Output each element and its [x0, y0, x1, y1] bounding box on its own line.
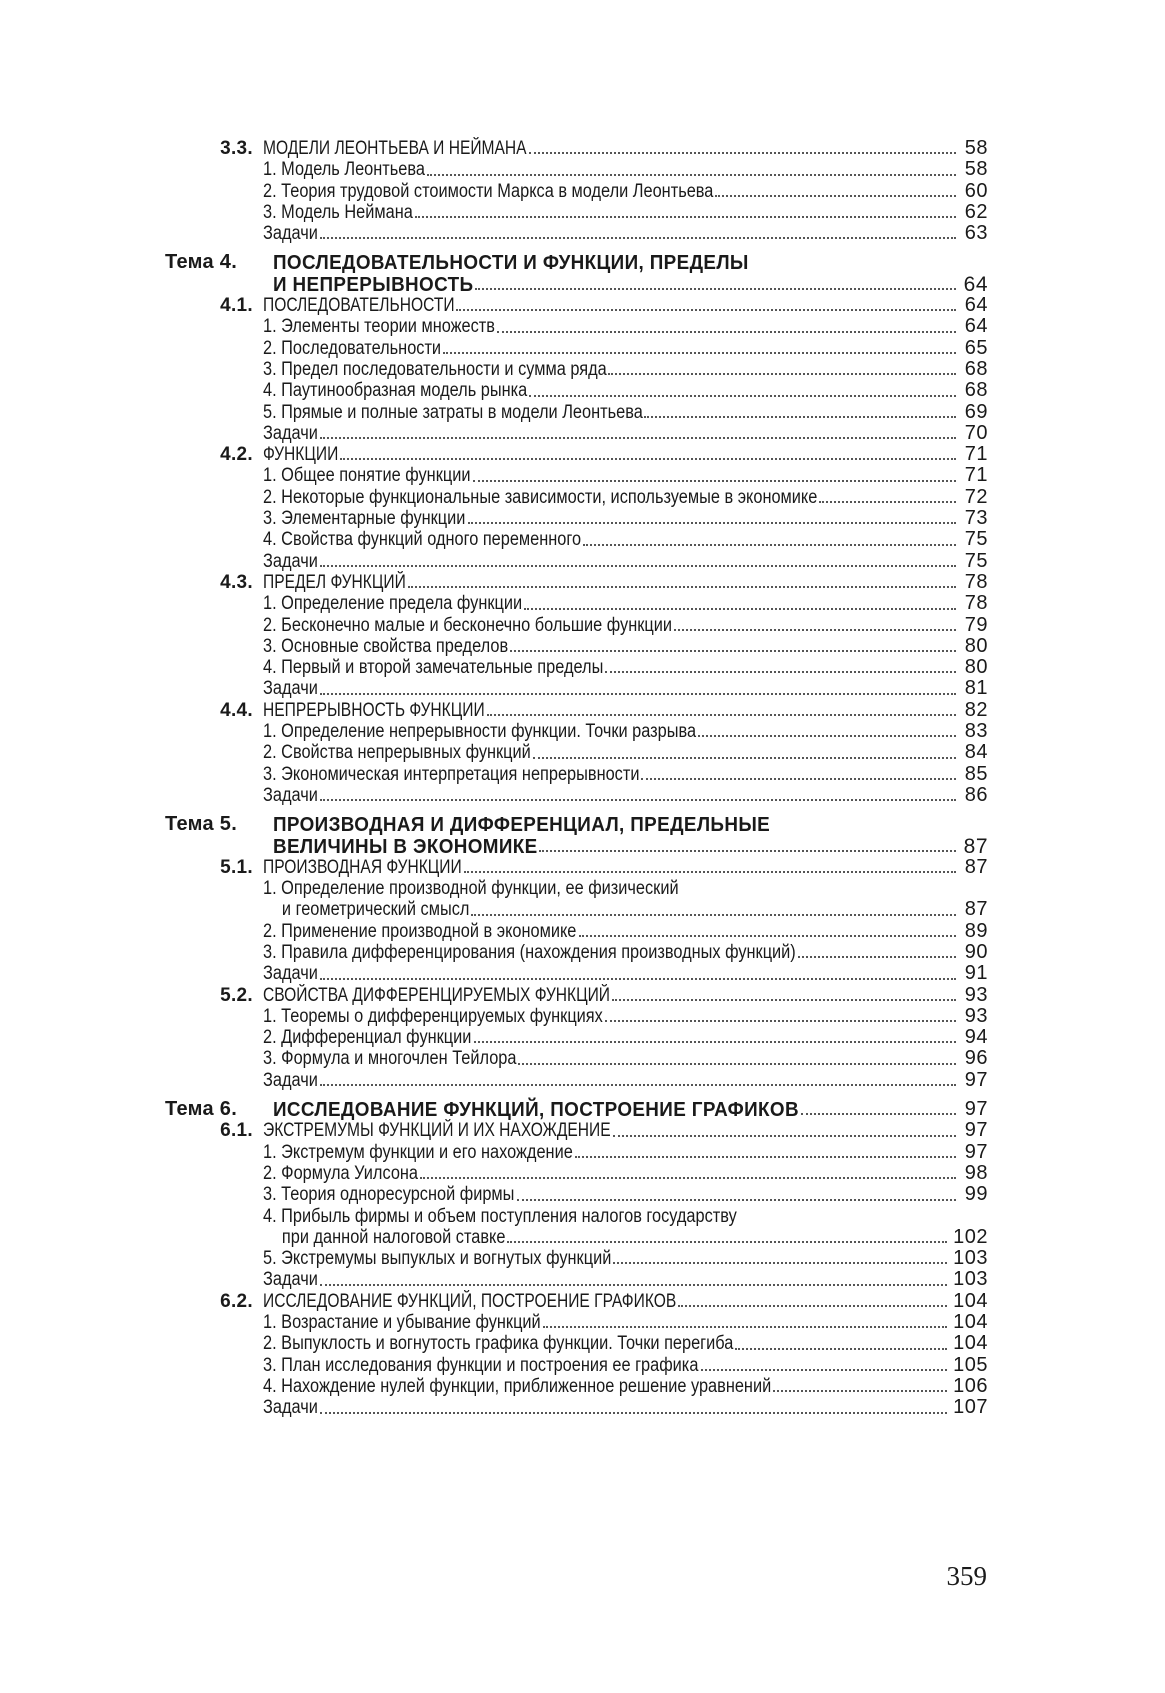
- toc-page-number: 71: [964, 443, 988, 466]
- toc-item[interactable]: [160, 1184, 988, 1205]
- toc-title: при данной налоговой ставке: [281, 1226, 506, 1248]
- toc-item[interactable]: [160, 1248, 988, 1269]
- toc-title: 3. Основные свойства пределов: [263, 635, 509, 657]
- toc-page-number: 93: [964, 1004, 988, 1027]
- toc-item[interactable]: [160, 942, 988, 963]
- toc-title: НЕПРЕРЫВНОСТЬ ФУНКЦИИ: [263, 699, 485, 721]
- toc-section[interactable]: [160, 295, 988, 316]
- toc-item[interactable]: [160, 742, 988, 763]
- toc-title: ИССЛЕДОВАНИЕ ФУНКЦИЙ, ПОСТРОЕНИЕ ГРАФИКОВ: [273, 1098, 799, 1122]
- toc-item[interactable]: [160, 338, 988, 359]
- toc-item[interactable]: [160, 223, 988, 244]
- toc-title: 2. Некоторые функциональные зависимости, используемые в экономике: [263, 486, 818, 508]
- toc-title: ВЕЛИЧИНЫ В ЭКОНОМИКЕ: [273, 834, 538, 858]
- dot-leader: [320, 1284, 947, 1286]
- toc-item[interactable]: [160, 1006, 988, 1027]
- toc-number: 6.1.: [220, 1120, 253, 1142]
- toc-page-number: 105: [953, 1353, 988, 1376]
- toc-item[interactable]: [160, 785, 988, 806]
- toc-title: Задачи: [263, 1397, 318, 1419]
- dot-leader: [517, 1199, 956, 1201]
- toc-page-number: 65: [964, 336, 988, 359]
- dot-leader: [678, 1305, 947, 1307]
- toc-page-number: 81: [964, 677, 988, 700]
- dot-leader: [320, 565, 956, 567]
- toc-page-number: 97: [964, 1098, 988, 1121]
- toc-title: 3. Предел последовательности и сумма ряда: [263, 358, 607, 380]
- dot-leader: [320, 1412, 947, 1414]
- toc-section[interactable]: [160, 985, 988, 1006]
- toc-page-number: 58: [964, 158, 988, 181]
- toc-item[interactable]: [160, 615, 988, 636]
- toc-item[interactable]: [160, 1048, 988, 1069]
- dot-leader: [529, 152, 956, 154]
- toc-title: ПРОИЗВОДНАЯ ФУНКЦИИ: [263, 856, 462, 878]
- toc-theme[interactable]: [160, 1099, 988, 1120]
- toc-theme[interactable]: [160, 814, 988, 835]
- toc-page-number: 91: [964, 962, 988, 985]
- toc-page-number: 84: [964, 741, 988, 764]
- toc-page-number: 103: [953, 1268, 988, 1291]
- toc-title: 1. Теоремы о дифференцируемых функциях: [263, 1005, 603, 1027]
- toc-item[interactable]: [160, 380, 988, 401]
- dot-leader: [641, 778, 956, 780]
- toc-page-number: 93: [964, 983, 988, 1006]
- toc-page-number: 104: [953, 1332, 988, 1355]
- toc-title: 1. Определение предела функции: [263, 593, 523, 615]
- toc-title: ПОСЛЕДОВАТЕЛЬНОСТИ И ФУНКЦИИ, ПРЕДЕЛЫ: [273, 251, 749, 275]
- toc-item[interactable]: [160, 1163, 988, 1184]
- toc-page-number: 104: [953, 1289, 988, 1312]
- toc-page-number: 82: [964, 698, 988, 721]
- toc-title: 4. Нахождение нулей функции, приближенное решение уравнений: [263, 1375, 772, 1397]
- toc-title: 2. Дифференциал функции: [263, 1027, 472, 1049]
- toc-item[interactable]: [160, 593, 988, 614]
- toc-title: 1. Элементы теории множеств: [263, 316, 495, 338]
- toc-title: ПРОИЗВОДНАЯ И ДИФФЕРЕНЦИАЛ, ПРЕДЕЛЬНЫЕ: [273, 813, 771, 837]
- toc-item[interactable]: [160, 159, 988, 180]
- toc-item[interactable]: [160, 921, 988, 942]
- toc-item[interactable]: [160, 202, 988, 223]
- toc-page-number: 78: [964, 570, 988, 593]
- toc-page-number: 73: [964, 507, 988, 530]
- toc-item[interactable]: [160, 465, 988, 486]
- toc-page-number: 86: [964, 783, 988, 806]
- toc-number: Тема 6.: [165, 1098, 238, 1121]
- toc-page-number: 89: [964, 919, 988, 942]
- toc-title: Задачи: [263, 1269, 318, 1291]
- toc-title: 2. Применение производной в экономике: [263, 920, 577, 942]
- dot-leader: [468, 522, 956, 524]
- toc-title: ЭКСТРЕМУМЫ ФУНКЦИЙ И ИХ НАХОЖДЕНИЕ: [263, 1120, 611, 1142]
- toc-item[interactable]: [160, 1355, 988, 1376]
- toc-page-number: 87: [964, 855, 988, 878]
- toc-item[interactable]: [160, 1397, 988, 1418]
- toc-page-number: 72: [964, 485, 988, 508]
- dot-leader: [605, 671, 956, 673]
- toc-page-number: 71: [964, 464, 988, 487]
- toc-title: 5. Прямые и полные затраты в модели Леонтьева: [263, 401, 643, 423]
- toc-item[interactable]: [160, 1142, 988, 1163]
- toc-page-number: 79: [964, 613, 988, 636]
- dot-leader: [420, 1177, 956, 1179]
- toc-title: ФУНКЦИИ: [263, 444, 339, 466]
- toc-page-number: 99: [964, 1183, 988, 1206]
- toc-page-number: 97: [964, 1068, 988, 1091]
- toc-page-number: 83: [964, 720, 988, 743]
- toc-page-number: 104: [953, 1311, 988, 1334]
- toc-number: 3.3.: [220, 138, 253, 159]
- dot-leader: [340, 458, 956, 460]
- dot-leader: [475, 288, 956, 290]
- dot-leader: [773, 1390, 947, 1392]
- toc-item[interactable]: [160, 359, 988, 380]
- dot-leader: [613, 1262, 947, 1264]
- dot-leader: [415, 216, 956, 218]
- toc-page-number: 64: [963, 272, 988, 296]
- toc-item[interactable]: [160, 551, 988, 572]
- dot-leader: [427, 174, 956, 176]
- toc-number: Тема 5.: [165, 813, 238, 836]
- toc-item[interactable]: [160, 487, 988, 508]
- toc-page-number: 106: [953, 1374, 988, 1397]
- toc-number: 4.3.: [220, 571, 253, 593]
- toc-page-number: 78: [964, 592, 988, 615]
- toc-title: 2. Теория трудовой стоимости Маркса в модели Леонтьева: [263, 180, 714, 202]
- toc-item[interactable]: [160, 678, 988, 699]
- toc-title: 3. Теория одноресурсной фирмы: [263, 1184, 515, 1206]
- dot-leader: [464, 871, 956, 873]
- toc-page-number: 62: [964, 200, 988, 223]
- toc-page-number: 64: [964, 315, 988, 338]
- toc-section[interactable]: [160, 1120, 988, 1141]
- toc-number: 6.2.: [220, 1290, 253, 1312]
- toc-title: 5. Экстремумы выпуклых и вогнутых функций: [263, 1248, 612, 1270]
- toc-item[interactable]: [160, 1312, 988, 1333]
- dot-leader: [443, 352, 956, 354]
- table-of-contents: [160, 138, 988, 1419]
- toc-title: Задачи: [263, 550, 318, 572]
- dot-leader: [524, 608, 956, 610]
- dot-leader: [801, 1113, 956, 1115]
- toc-page-number: 96: [964, 1047, 988, 1070]
- toc-page-number: 97: [964, 1140, 988, 1163]
- dot-leader: [529, 395, 956, 397]
- toc-page-number: 85: [964, 762, 988, 785]
- toc-title: И НЕПРЕРЫВНОСТЬ: [273, 272, 474, 296]
- dot-leader: [456, 309, 956, 311]
- page-number: 359: [946, 1561, 987, 1591]
- toc-title: 2. Последовательности: [263, 337, 442, 359]
- toc-title: СВОЙСТВА ДИФФЕРЕНЦИРУЕМЫХ ФУНКЦИЙ: [263, 984, 611, 1006]
- dot-leader: [539, 850, 956, 852]
- toc-number: 4.2.: [220, 444, 253, 466]
- dot-leader: [320, 1084, 956, 1086]
- toc-theme-continuation[interactable]: [160, 274, 988, 295]
- toc-page-number: 63: [964, 222, 988, 245]
- toc-title: 1. Экстремум функции и его нахождение: [263, 1141, 573, 1163]
- toc-page-number: 87: [963, 834, 988, 858]
- dot-leader: [798, 956, 956, 958]
- toc-title: 1. Определение производной функции, ее физический: [263, 878, 679, 900]
- dot-leader: [613, 1135, 956, 1137]
- toc-page-number: 60: [964, 179, 988, 202]
- toc-title: 3. Правила дифференцирования (нахождения производных функций): [263, 941, 796, 963]
- dot-leader: [510, 650, 956, 652]
- toc-title: 2. Выпуклость и вогнутость графика функции. Точки перегиба: [263, 1333, 734, 1355]
- toc-title: 2. Бесконечно малые и бесконечно большие функции: [263, 614, 672, 636]
- dot-leader: [487, 714, 956, 716]
- dot-leader: [320, 799, 956, 801]
- dot-leader: [701, 1369, 947, 1371]
- toc-title: 3. Формула и многочлен Тейлора: [263, 1048, 517, 1070]
- toc-title: 1. Общее понятие функции: [263, 465, 471, 487]
- dot-leader: [474, 1041, 956, 1043]
- toc-item[interactable]: [160, 423, 988, 444]
- toc-section[interactable]: [160, 138, 988, 159]
- toc-number: 5.2.: [220, 984, 253, 1006]
- toc-item-continuation[interactable]: [160, 1227, 988, 1248]
- toc-title: 3. Элементарные функции: [263, 508, 466, 530]
- dot-leader: [471, 914, 956, 916]
- dot-leader: [644, 416, 956, 418]
- toc-page-number: 64: [964, 294, 988, 317]
- dot-leader: [735, 1348, 947, 1350]
- toc-page-number: 94: [964, 1026, 988, 1049]
- dot-leader: [575, 1156, 956, 1158]
- toc-theme-continuation[interactable]: [160, 836, 988, 857]
- dot-leader: [698, 735, 956, 737]
- toc-page-number: 58: [964, 137, 988, 159]
- toc-item[interactable]: [160, 636, 988, 657]
- toc-title: Задачи: [263, 678, 318, 700]
- dot-leader: [518, 1063, 956, 1065]
- toc-title: Задачи: [263, 223, 318, 245]
- toc-title: 2. Формула Уилсона: [263, 1162, 419, 1184]
- toc-item[interactable]: [160, 402, 988, 423]
- toc-theme[interactable]: [160, 252, 988, 273]
- toc-item[interactable]: [160, 1070, 988, 1091]
- toc-title: ПРЕДЕЛ ФУНКЦИЙ: [263, 571, 406, 593]
- toc-section[interactable]: [160, 700, 988, 721]
- toc-page-number: 75: [964, 549, 988, 572]
- dot-leader: [583, 544, 956, 546]
- dot-leader: [320, 237, 956, 239]
- toc-page-number: 90: [964, 940, 988, 963]
- dot-leader: [320, 437, 956, 439]
- dot-leader: [715, 195, 956, 197]
- toc-item[interactable]: [160, 657, 988, 678]
- toc-item-continuation[interactable]: [160, 899, 988, 920]
- dot-leader: [579, 935, 956, 937]
- toc-title: 3. Модель Неймана: [263, 201, 413, 223]
- toc-title: 1. Модель Леонтьева: [263, 159, 425, 181]
- dot-leader: [533, 757, 956, 759]
- dot-leader: [608, 373, 956, 375]
- toc-title: 4. Паутинообразная модель рынка: [263, 380, 528, 402]
- toc-item[interactable]: [160, 316, 988, 337]
- toc-title: 1. Возрастание и убывание функций: [263, 1312, 541, 1334]
- toc-item[interactable]: [160, 721, 988, 742]
- toc-page-number: 103: [953, 1247, 988, 1270]
- toc-title: 3. План исследования функции и построения ее графика: [263, 1354, 699, 1376]
- toc-title: 1. Определение непрерывности функции. Точки разрыва: [263, 721, 697, 743]
- toc-item[interactable]: [160, 963, 988, 984]
- dot-leader: [605, 1020, 956, 1022]
- toc-title: 2. Свойства непрерывных функций: [263, 742, 531, 764]
- dot-leader: [819, 501, 956, 503]
- toc-item[interactable]: [160, 181, 988, 202]
- toc-page-number: 80: [964, 634, 988, 657]
- dot-leader: [497, 331, 956, 333]
- toc-number: Тема 4.: [165, 251, 238, 274]
- dot-leader: [320, 978, 956, 980]
- toc-number: 4.1.: [220, 295, 253, 317]
- toc-title: МОДЕЛИ ЛЕОНТЬЕВА И НЕЙМАНА: [263, 138, 527, 159]
- dot-leader: [320, 693, 956, 695]
- toc-page-number: 98: [964, 1161, 988, 1184]
- dot-leader: [612, 999, 956, 1001]
- toc-page-number: 68: [964, 379, 988, 402]
- toc-page-number: 107: [953, 1396, 988, 1419]
- toc-title: Задачи: [263, 422, 318, 444]
- toc-title: Задачи: [263, 963, 318, 985]
- toc-page-number: 80: [964, 656, 988, 679]
- toc-title: 3. Экономическая интерпретация непрерывности: [263, 763, 640, 785]
- toc-item[interactable]: [160, 1027, 988, 1048]
- dot-leader: [507, 1241, 947, 1243]
- toc-title: и геометрический смысл: [281, 899, 470, 921]
- toc-item[interactable]: [160, 878, 988, 899]
- toc-page-number: 69: [964, 400, 988, 423]
- toc-page-number: 97: [964, 1119, 988, 1142]
- toc-number: 5.1.: [220, 856, 253, 878]
- toc-item[interactable]: [160, 1206, 988, 1227]
- toc-title: ПОСЛЕДОВАТЕЛЬНОСТИ: [263, 295, 455, 317]
- toc-page-number: 75: [964, 528, 988, 551]
- toc-item[interactable]: [160, 529, 988, 550]
- toc-number: 4.4.: [220, 699, 253, 721]
- dot-leader: [543, 1326, 948, 1328]
- toc-title: 4. Первый и второй замечательные пределы: [263, 657, 604, 679]
- toc-item[interactable]: [160, 764, 988, 785]
- toc-item[interactable]: [160, 508, 988, 529]
- toc-item[interactable]: [160, 1333, 988, 1354]
- toc-page-number: 68: [964, 357, 988, 380]
- toc-section[interactable]: [160, 857, 988, 878]
- toc-title: ИССЛЕДОВАНИЕ ФУНКЦИЙ, ПОСТРОЕНИЕ ГРАФИКОВ: [263, 1290, 677, 1312]
- toc-section[interactable]: [160, 444, 988, 465]
- dot-leader: [674, 629, 956, 631]
- toc-section[interactable]: [160, 1291, 988, 1312]
- dot-leader: [473, 480, 956, 482]
- toc-title: 4. Прибыль фирмы и объем поступления налогов государству: [263, 1205, 737, 1227]
- toc-page-number: 70: [964, 421, 988, 444]
- toc-title: 4. Свойства функций одного переменного: [263, 529, 582, 551]
- toc-title: Задачи: [263, 784, 318, 806]
- toc-page-number: 87: [964, 898, 988, 921]
- toc-item[interactable]: [160, 1376, 988, 1397]
- dot-leader: [408, 586, 956, 588]
- toc-section[interactable]: [160, 572, 988, 593]
- toc-item[interactable]: [160, 1269, 988, 1290]
- toc-page-number: 102: [953, 1225, 988, 1248]
- toc-title: Задачи: [263, 1069, 318, 1091]
